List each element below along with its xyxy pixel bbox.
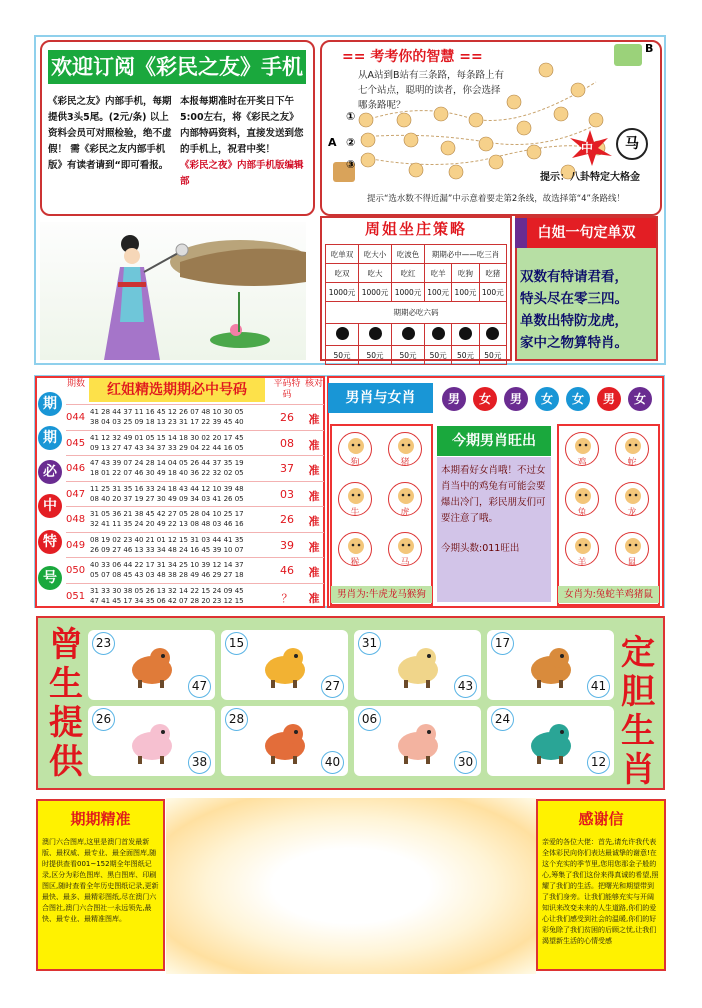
zodiac-label: 猪 bbox=[400, 458, 410, 468]
zhou-dot bbox=[479, 324, 506, 346]
zodiac-label: 龙 bbox=[627, 508, 637, 518]
card-num-a: 17 bbox=[491, 632, 514, 655]
col-qi: 期数 bbox=[66, 379, 85, 389]
gender-title: 男肖与女肖 bbox=[328, 383, 433, 413]
hongjie-row bbox=[66, 455, 324, 480]
row-code: 03 bbox=[280, 487, 294, 501]
row-ok: 准 bbox=[308, 413, 320, 426]
row-qi: 045 bbox=[66, 437, 86, 449]
zodiac-face-icon bbox=[339, 535, 373, 555]
right-char-3: 生 bbox=[621, 711, 655, 751]
zodiac-disc bbox=[615, 432, 649, 466]
left-char-4: 供 bbox=[49, 742, 83, 782]
zhou-h1: 吃单双 bbox=[326, 245, 359, 264]
row-qi: 051 bbox=[66, 590, 86, 602]
row-code: ？ bbox=[281, 591, 293, 605]
zhou-c6: 吃猪 bbox=[479, 264, 506, 283]
male-zodiacs bbox=[334, 430, 430, 580]
zodiac-face-icon bbox=[566, 435, 600, 455]
footer-left-title: 期期精准 bbox=[70, 810, 131, 828]
zodiac-card bbox=[354, 706, 481, 776]
side-char-4: 中 bbox=[38, 494, 62, 518]
zhou-title: 周姐坐庄策略 bbox=[364, 220, 467, 238]
zodiac-card bbox=[88, 706, 215, 776]
left-char-3: 提 bbox=[49, 703, 83, 743]
row-ok: 准 bbox=[308, 515, 320, 528]
zhou-m5: 100元 bbox=[452, 283, 479, 302]
zodiac-label: 马 bbox=[400, 558, 410, 568]
zhou-h3: 吃波色 bbox=[392, 245, 425, 264]
house-icon bbox=[614, 44, 642, 66]
row-nums-1: 41 12 32 49 01 05 15 14 18 30 02 20 17 45 bbox=[90, 433, 244, 442]
row-code: 46 bbox=[280, 564, 294, 577]
zhou-p4: 50元 bbox=[425, 346, 452, 365]
row-nums-1: 41 28 44 37 11 16 45 12 26 07 48 10 30 05 bbox=[90, 408, 244, 416]
zodiac-face-icon bbox=[566, 535, 600, 555]
zhou-m2: 1000元 bbox=[359, 283, 392, 302]
bai-bar bbox=[515, 218, 527, 248]
zodiac-animal-icon bbox=[122, 640, 182, 690]
zhou-m6: 100元 bbox=[479, 283, 506, 302]
male-note: 男肖为:牛虎龙马猴狗 bbox=[331, 586, 432, 603]
card-num-b: 43 bbox=[454, 675, 477, 698]
row-code: 26 bbox=[280, 513, 294, 526]
gender-circle: 女 bbox=[535, 387, 559, 411]
bai-line-4: 家中之物算特肖。 bbox=[520, 335, 628, 351]
zodiac-disc bbox=[615, 532, 649, 566]
row-nums-1: 31 33 30 38 05 26 13 32 14 22 15 24 09 45 bbox=[90, 586, 244, 595]
row-nums-2: 09 13 27 47 43 34 37 33 29 04 22 44 16 05 bbox=[90, 443, 244, 452]
row-qi: 050 bbox=[66, 565, 86, 576]
left-char-2: 生 bbox=[49, 664, 83, 704]
zodiac-animal-icon bbox=[388, 640, 448, 690]
zodiac-disc bbox=[338, 432, 372, 466]
quiz-label-1: ① bbox=[346, 110, 356, 123]
footer-right-text: 亲爱的各位大佬：首先,请允许我代表全体彩民向你们表达最诚挚的谢意!在这个充实的季节里,您用您那金子般的心,筹集了我们这份来得真诚的希望,照耀了我们的生活。把曙光和期望带到了我们身旁。让我们能够充实与开阔知识来改变未来的人生道路,你们的爱心让我们感受到社会的温暖,你们的好彩兔除了我们贫困的后顾之忧,让我们渴望新生活的心情受感 bbox=[542, 838, 659, 945]
row-nums-1: 31 05 36 21 38 45 42 27 05 28 04 10 25 17 bbox=[90, 510, 244, 518]
hongjie-row bbox=[66, 583, 324, 608]
zodiac-face-icon bbox=[339, 435, 373, 455]
zodiac-label: 蛇 bbox=[627, 458, 637, 468]
zodiac-label: 兔 bbox=[577, 508, 587, 518]
row-ok: 准 bbox=[308, 489, 320, 503]
zodiac-disc bbox=[388, 532, 422, 566]
row-nums-1: 40 33 06 44 22 17 31 34 25 10 39 12 14 37 bbox=[90, 561, 244, 569]
card-num-a: 23 bbox=[92, 632, 115, 655]
zodiac-face-icon bbox=[616, 535, 650, 555]
card-num-a: 15 bbox=[225, 632, 248, 655]
card-num-b: 40 bbox=[321, 751, 344, 774]
card-num-a: 24 bbox=[491, 708, 514, 731]
mid-body bbox=[437, 457, 551, 602]
gender-circle: 男 bbox=[504, 387, 528, 411]
zodiac-animal-icon bbox=[521, 640, 581, 690]
zodiac-face-icon bbox=[339, 485, 373, 505]
side-char-1: 期 bbox=[38, 392, 62, 416]
zodiac-card bbox=[487, 706, 614, 776]
footer-left bbox=[36, 799, 165, 971]
quiz-footer: 提示“选水数不得近漏”中示意着要走第2条线，故选择第“4”条路线！ bbox=[367, 194, 625, 204]
zodiac-label: 鼠 bbox=[627, 558, 637, 568]
zodiac-label: 虎 bbox=[400, 508, 410, 518]
right-char-4: 肖 bbox=[621, 750, 655, 790]
zodiac-card bbox=[221, 630, 348, 700]
female-zodiacs bbox=[561, 430, 657, 580]
bai-title: 白姐一句定单双 bbox=[517, 218, 656, 248]
footer-left-text: 澳门六合图库,这里是澳门首发最新版、最权威、最专业、最全面图库,随时提供查看001~152期全年图纸记录,区分为彩色图库、黑白图库、印刷图区,随时查看全年历史图纸记录,更新最快、最多、最精彩图纸,尽在澳门六合图社,澳门六合图社一永远领先,最快、最专业、最精准图库。 bbox=[42, 838, 159, 923]
row-nums-1: 11 25 31 35 16 33 24 18 43 44 12 10 39 48 bbox=[90, 484, 244, 493]
col-ok: 核对 bbox=[305, 379, 324, 389]
hongjie-title: 红姐精选期期必中号码 bbox=[89, 378, 265, 402]
footer-right-title: 感谢信 bbox=[578, 810, 624, 828]
zodiac-face-icon bbox=[616, 435, 650, 455]
zhou-table bbox=[325, 244, 507, 365]
row-qi: 049 bbox=[66, 539, 86, 551]
zodiac-face-icon bbox=[566, 485, 600, 505]
zodiac-disc bbox=[565, 432, 599, 466]
gender-circle: 男 bbox=[442, 387, 466, 411]
card-num-b: 27 bbox=[321, 675, 344, 698]
glow-area bbox=[166, 798, 536, 974]
row-ok: 准 bbox=[308, 464, 320, 477]
zodiac-disc bbox=[565, 532, 599, 566]
gender-circle: 男 bbox=[597, 387, 621, 411]
zhou-dot bbox=[392, 324, 425, 346]
card-num-b: 38 bbox=[188, 751, 211, 774]
row-nums-1: 47 43 39 07 24 28 14 04 05 26 44 37 35 19 bbox=[90, 459, 244, 467]
card-num-b: 30 bbox=[454, 751, 477, 774]
zhou-p6: 50元 bbox=[479, 346, 506, 365]
zodiac-disc bbox=[388, 482, 422, 516]
zodiac-label: 鸡 bbox=[577, 458, 587, 468]
zodiac-face-icon bbox=[616, 485, 650, 505]
zodiac-animal-icon bbox=[255, 716, 315, 766]
zodiac-face-icon bbox=[389, 535, 423, 555]
zodiac-face-icon bbox=[389, 435, 423, 455]
row-code: 39 bbox=[280, 538, 294, 552]
row-qi: 044 bbox=[66, 412, 86, 423]
zodiac-disc bbox=[615, 482, 649, 516]
row-ok: 准 bbox=[308, 540, 320, 554]
zhou-p1: 50元 bbox=[326, 346, 359, 365]
zodiac-card bbox=[88, 630, 215, 700]
card-num-a: 06 bbox=[358, 708, 381, 731]
zhou-c4: 吃羊 bbox=[425, 264, 452, 283]
row-nums-2: 26 09 27 46 13 33 34 48 24 16 45 39 10 07 bbox=[90, 545, 244, 554]
zhou-dot bbox=[359, 324, 392, 346]
zodiac-card bbox=[487, 630, 614, 700]
subscribe-sign: 《彩民之夜》内部手机版编辑部 bbox=[180, 160, 304, 187]
zhou-c1: 吃双 bbox=[326, 264, 359, 283]
footer-right bbox=[536, 799, 666, 971]
mid-count: 今期头数:011旺出 bbox=[441, 543, 520, 554]
zhou-c3: 吃红 bbox=[392, 264, 425, 283]
quiz-label-2: ② bbox=[346, 136, 356, 149]
row-code: 26 bbox=[280, 411, 294, 424]
row-ok: 准 bbox=[308, 566, 320, 579]
card-num-a: 31 bbox=[358, 632, 381, 655]
female-note: 女肖为:兔蛇羊鸡猪鼠 bbox=[558, 586, 659, 603]
zhou-p2: 50元 bbox=[359, 346, 392, 365]
hongjie-row bbox=[66, 532, 324, 557]
zhou-p5: 50元 bbox=[452, 346, 479, 365]
hongjie-row bbox=[66, 404, 324, 429]
zodiac-cards bbox=[88, 630, 612, 780]
hongjie-row bbox=[66, 430, 324, 455]
row-nums-2: 05 07 08 45 43 03 48 38 28 49 46 29 27 18 bbox=[90, 571, 244, 579]
zhou-h2: 吃大小 bbox=[359, 245, 392, 264]
zhou-six-code: 期期必吃六码 bbox=[326, 302, 507, 324]
quiz-hint: 提示：八卦特定大格金 bbox=[540, 172, 640, 183]
zhong-label: 中 bbox=[581, 141, 594, 155]
zodiac-disc bbox=[338, 532, 372, 566]
zodiac-face-icon bbox=[389, 485, 423, 505]
zhou-c2: 吃大 bbox=[359, 264, 392, 283]
col-code: 平码特码 bbox=[273, 379, 301, 400]
zhou-dot bbox=[425, 324, 452, 346]
zodiac-animal-icon bbox=[255, 640, 315, 690]
zodiac-label: 猴 bbox=[350, 558, 360, 568]
zhou-dot bbox=[326, 324, 359, 346]
ma-circle: 马 bbox=[616, 128, 648, 160]
zhou-m3: 1000元 bbox=[392, 283, 425, 302]
card-num-b: 47 bbox=[188, 675, 211, 698]
subscribe-left-text: 《彩民之友》内部手机，每期提供3头5尾。(2元/条) 以上资料会员可对照检验，绝不虚假！ 需《彩民之友内部手机版》有读者请到“即可看报。 bbox=[48, 96, 172, 171]
bai-line-3: 单数出特防龙虎， bbox=[520, 313, 628, 329]
subscribe-title: 欢迎订阅《彩民之友》手机报 bbox=[48, 50, 306, 84]
gender-circle: 女 bbox=[473, 387, 497, 411]
mid-text: 本期看好女肖哦！不过女肖当中的鸡兔有可能会要爆出冷门，彩民朋友们可要注意了哦。 bbox=[441, 465, 546, 524]
zodiac-label: 羊 bbox=[577, 558, 587, 568]
row-qi: 048 bbox=[66, 514, 86, 525]
card-num-b: 12 bbox=[587, 751, 610, 774]
side-char-5: 特 bbox=[38, 530, 62, 554]
row-nums-2: 08 40 20 37 19 27 30 49 09 34 03 41 26 05 bbox=[90, 494, 244, 503]
bai-line-1: 双数有特请君看， bbox=[520, 269, 628, 285]
zodiac-card bbox=[354, 630, 481, 700]
quiz-label-3: ③ bbox=[346, 158, 356, 171]
mid-title: 今期男肖旺出 bbox=[437, 426, 551, 456]
zodiac-animal-icon bbox=[388, 716, 448, 766]
row-code: 08 bbox=[280, 436, 294, 450]
zhou-h4: 期期必中——吃三肖 bbox=[425, 245, 507, 264]
zodiac-label: 牛 bbox=[350, 508, 360, 518]
lady-illustration bbox=[40, 222, 306, 360]
zhou-c5: 吃狗 bbox=[452, 264, 479, 283]
zodiac-label: 狗 bbox=[350, 458, 360, 468]
row-ok: 准 bbox=[308, 591, 320, 605]
gender-circle: 女 bbox=[566, 387, 590, 411]
hongjie-row bbox=[66, 481, 324, 506]
card-num-a: 28 bbox=[225, 708, 248, 731]
row-ok: 准 bbox=[308, 438, 320, 452]
zodiac-disc bbox=[565, 482, 599, 516]
quiz-corner: B bbox=[645, 42, 654, 55]
hongjie-rows bbox=[66, 404, 324, 608]
zhou-m1: 1000元 bbox=[326, 283, 359, 302]
hongjie-row bbox=[66, 557, 324, 582]
row-nums-2: 38 04 03 25 09 18 13 23 31 17 22 39 45 40 bbox=[90, 418, 244, 426]
quiz-question: 从A站到B站有三条路，每条路上有七个站点，聪明的读者，你会选择哪条路呢？ bbox=[358, 70, 505, 111]
zodiac-disc bbox=[388, 432, 422, 466]
quiz-title: == 考考你的智慧 == bbox=[342, 49, 483, 65]
zodiac-animal-icon bbox=[521, 716, 581, 766]
side-char-3: 必 bbox=[38, 460, 62, 484]
bai-line-2: 特头尽在零三四。 bbox=[520, 291, 628, 307]
quiz-label-a: A bbox=[328, 136, 337, 149]
right-char-1: 定 bbox=[621, 633, 655, 673]
zodiac-card bbox=[221, 706, 348, 776]
gender-circle: 女 bbox=[628, 387, 652, 411]
zodiac-animal-icon bbox=[122, 716, 182, 766]
zodiac-disc bbox=[338, 482, 372, 516]
left-char-1: 曾 bbox=[49, 625, 83, 665]
side-char-2: 期 bbox=[38, 426, 62, 450]
side-char-6: 号 bbox=[38, 566, 62, 590]
zhou-p3: 50元 bbox=[392, 346, 425, 365]
row-nums-2: 18 01 22 07 46 30 49 18 40 36 22 32 02 05 bbox=[90, 469, 244, 477]
row-nums-2: 32 41 11 35 24 20 49 22 13 08 48 03 46 16 bbox=[90, 520, 244, 528]
row-nums-2: 47 41 45 17 34 35 06 42 07 28 20 23 12 15 bbox=[90, 596, 244, 605]
zhou-m4: 100元 bbox=[425, 283, 452, 302]
card-num-b: 41 bbox=[587, 675, 610, 698]
row-nums-1: 08 19 02 23 40 21 01 12 15 31 03 44 41 35 bbox=[90, 535, 244, 544]
hongjie-row bbox=[66, 506, 324, 531]
row-qi: 046 bbox=[66, 463, 86, 474]
zhou-dot bbox=[452, 324, 479, 346]
gender-circles bbox=[442, 387, 660, 413]
card-num-a: 26 bbox=[92, 708, 115, 731]
row-code: 37 bbox=[280, 462, 294, 475]
subscribe-right-text: 本报每期准时在开奖日下午5:00左右，将《彩民之友》内部特码资料，直接发送到您的手机上，祝君中奖！ bbox=[180, 96, 304, 155]
right-char-2: 胆 bbox=[621, 672, 655, 712]
row-qi: 047 bbox=[66, 488, 86, 500]
